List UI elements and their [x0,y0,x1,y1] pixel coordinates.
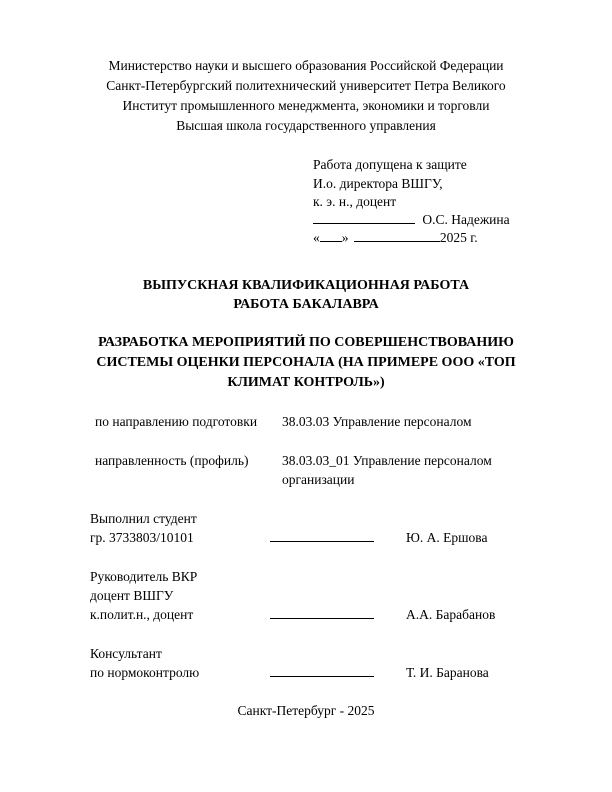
direction-label: по направлению подготовки [95,414,258,429]
approval-line-2: И.о. директора ВШГУ, [313,176,443,191]
consultant-name: Т. И. Баранова [406,665,489,680]
university-line: Санкт-Петербургский политехнический университет Петра Великого [106,78,506,93]
student-name: Ю. А. Ершова [406,530,488,545]
supervisor-degree: к.полит.н., доцент [90,607,194,622]
topic-line-3: КЛИМАТ КОНТРОЛЬ») [227,375,385,390]
consultant-role-line-1: Консультант [90,646,162,661]
ministry-line: Министерство науки и высшего образования Российской Федерации [108,58,504,73]
student-signature-line [270,540,374,542]
supervisor-name: А.А. Барабанов [406,607,496,622]
approval-signature-row [313,210,510,229]
approval-year: 2025 г. [439,230,478,245]
student-group: гр. 3733803/10101 [90,530,194,545]
month-blank-line [354,240,440,242]
signature-blank-line [313,222,415,224]
approval-line-3: к. э. н., доцент [313,194,397,209]
approval-line-1: Работа допущена к защите [313,157,467,172]
institute-line: Институт промышленного менеджмента, экономики и торговли [122,98,490,113]
approval-date-row [313,228,478,247]
consultant-signature-row [270,663,374,682]
day-blank-line [320,240,342,242]
date-quote-open: « [313,230,320,245]
direction-value: 38.03.03 Управление персоналом [282,414,472,429]
topic-line-2: СИСТЕМЫ ОЦЕНКИ ПЕРСОНАЛА (НА ПРИМЕРЕ ООО «ТОП [96,355,516,370]
supervisor-role-line-1: Руководитель ВКР [90,569,198,584]
topic-line-1: РАЗРАБОТКА МЕРОПРИЯТИЙ ПО СОВЕРШЕНСТВОВАНИЮ [98,335,514,350]
city-year: Санкт-Петербург - 2025 [237,703,375,718]
supervisor-signature-line [270,617,374,619]
student-role-line-1: Выполнил студент [90,511,197,526]
profile-label: направленность (профиль) [95,453,249,468]
school-line: Высшая школа государственного управления [176,118,436,133]
supervisor-signature-row [270,605,374,624]
work-type-subtitle: РАБОТА БАКАЛАВРА [233,297,379,312]
consultant-role-line-2: по нормоконтролю [90,665,200,680]
work-type-title: ВЫПУСКНАЯ КВАЛИФИКАЦИОННАЯ РАБОТА [142,278,470,293]
consultant-signature-line [270,675,374,677]
profile-value-line-1: 38.03.03_01 Управление персоналом [282,453,492,468]
date-quote-close: » [341,230,349,245]
director-name: О.С. Надежина [422,212,510,227]
supervisor-role-line-2: доцент ВШГУ [90,588,174,603]
profile-value-line-2: организации [282,472,355,487]
student-signature-row [270,528,374,547]
